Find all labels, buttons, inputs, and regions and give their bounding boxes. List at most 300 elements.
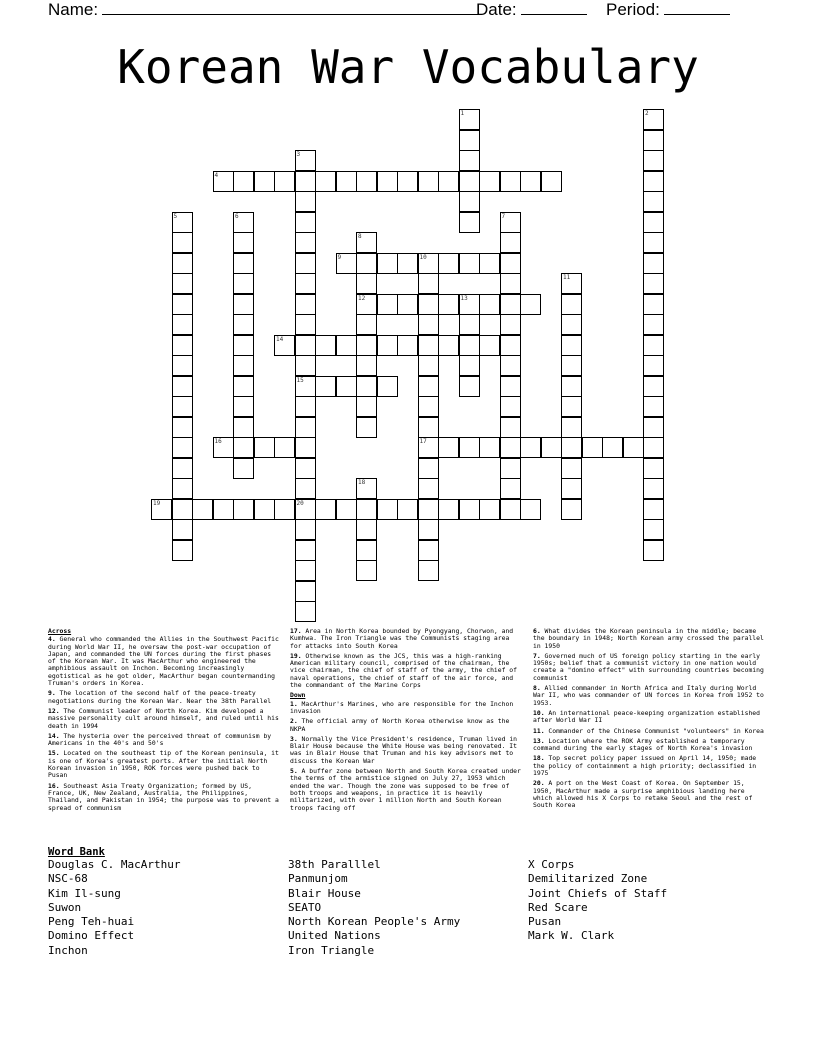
grid-cell[interactable] — [418, 294, 439, 315]
grid-cell[interactable] — [233, 458, 254, 479]
grid-cell[interactable] — [459, 130, 480, 151]
grid-cell[interactable] — [561, 273, 582, 294]
grid-cell[interactable] — [295, 150, 316, 171]
clue-number: 14 — [276, 335, 284, 343]
grid-cell[interactable] — [459, 499, 480, 520]
grid-cell[interactable] — [274, 171, 295, 192]
grid-cell[interactable] — [643, 355, 664, 376]
grid-cell[interactable] — [295, 540, 316, 561]
grid-cell[interactable] — [172, 355, 193, 376]
grid-cell[interactable] — [295, 314, 316, 335]
grid-cell[interactable] — [643, 458, 664, 479]
clue-item — [533, 628, 767, 650]
grid-cell[interactable] — [295, 560, 316, 581]
grid-cell[interactable] — [418, 396, 439, 417]
grid-cell[interactable] — [418, 540, 439, 561]
grid-cell[interactable] — [500, 396, 521, 417]
grid-cell[interactable] — [172, 519, 193, 540]
down-clue-list — [290, 701, 524, 812]
word-bank-item: Blair House — [288, 886, 361, 900]
grid-cell[interactable] — [643, 273, 664, 294]
grid-cell[interactable] — [418, 499, 439, 520]
clues-column-1 — [48, 628, 282, 815]
grid-cell[interactable] — [172, 314, 193, 335]
grid-cell[interactable] — [500, 294, 521, 315]
grid-cell[interactable] — [459, 253, 480, 274]
grid-cell[interactable] — [418, 355, 439, 376]
grid-cell[interactable] — [500, 478, 521, 499]
grid-cell[interactable] — [418, 519, 439, 540]
clue-item — [48, 708, 282, 730]
grid-cell[interactable] — [356, 335, 377, 356]
grid-cell[interactable] — [418, 335, 439, 356]
grid-cell[interactable] — [418, 171, 439, 192]
clue-number-label: 12. — [48, 706, 60, 715]
grid-cell[interactable] — [295, 519, 316, 540]
grid-cell[interactable] — [356, 540, 377, 561]
grid-cell[interactable] — [172, 232, 193, 253]
grid-cell[interactable] — [356, 232, 377, 253]
grid-cell[interactable] — [500, 437, 521, 458]
clue-number: 16 — [214, 438, 222, 445]
grid-cell[interactable] — [561, 478, 582, 499]
grid-cell[interactable] — [172, 396, 193, 417]
clue-number: 11 — [563, 274, 571, 281]
grid-cell[interactable] — [233, 171, 254, 192]
grid-cell[interactable] — [561, 355, 582, 376]
grid-cell[interactable] — [438, 335, 459, 356]
word-bank-item: Inchon — [48, 943, 88, 957]
grid-cell[interactable] — [397, 171, 418, 192]
across-heading: Across — [48, 627, 72, 635]
clue-number-label: 11. — [533, 726, 545, 735]
grid-cell[interactable] — [172, 437, 193, 458]
grid-cell[interactable] — [643, 437, 664, 458]
grid-cell[interactable] — [520, 437, 541, 458]
grid-cell[interactable] — [377, 294, 398, 315]
grid-cell[interactable] — [192, 499, 213, 520]
grid-cell[interactable] — [356, 273, 377, 294]
grid-cell[interactable] — [500, 253, 521, 274]
grid-cell[interactable] — [295, 355, 316, 376]
grid-cell[interactable] — [623, 437, 644, 458]
grid-cell[interactable] — [356, 519, 377, 540]
word-bank-item: Kim Il-sung — [48, 886, 121, 900]
grid-cell[interactable] — [418, 273, 439, 294]
grid-cell[interactable] — [356, 171, 377, 192]
word-bank-item: United Nations — [288, 929, 381, 943]
grid-cell[interactable] — [356, 478, 377, 499]
grid-cell[interactable] — [356, 355, 377, 376]
grid-cell[interactable] — [500, 499, 521, 520]
grid-cell[interactable] — [500, 273, 521, 294]
grid-cell[interactable] — [172, 212, 193, 233]
grid-cell[interactable] — [274, 335, 295, 356]
grid-cell[interactable] — [459, 109, 480, 130]
grid-cell[interactable] — [479, 294, 500, 315]
grid-cell[interactable] — [479, 253, 500, 274]
clue-text: Governed much of US foreign policy starting in the early 1950s; belief that a communist victory in one nation would create a "domino effect" with surrounding countries becoming communist — [533, 651, 764, 682]
grid-cell[interactable] — [561, 314, 582, 335]
grid-cell[interactable] — [233, 437, 254, 458]
grid-cell[interactable] — [172, 540, 193, 561]
grid-cell[interactable] — [602, 437, 623, 458]
grid-cell[interactable] — [233, 232, 254, 253]
grid-cell[interactable] — [459, 150, 480, 171]
grid-cell[interactable] — [459, 376, 480, 397]
grid-cell[interactable] — [643, 396, 664, 417]
grid-cell[interactable] — [479, 171, 500, 192]
clue-number: 13 — [460, 294, 468, 302]
word-bank-item: North Korean People's Army — [288, 915, 461, 929]
grid-cell[interactable] — [172, 294, 193, 315]
word-bank-item: Peng Teh-huai — [48, 915, 135, 929]
grid-cell[interactable] — [233, 355, 254, 376]
clue-text: Top secret policy paper issued on April 14, 1950; made the policy of containment a high priority; declassified in 1975 — [533, 754, 757, 778]
grid-cell[interactable] — [561, 499, 582, 520]
grid-cell[interactable] — [336, 376, 357, 397]
clue-text: What divides the Korean peninsula in the middle; became the boundary in 1948; North Korean army crossed the parallel in 1950 — [533, 627, 764, 650]
grid-cell[interactable] — [459, 437, 480, 458]
grid-cell[interactable] — [643, 519, 664, 540]
grid-cell[interactable] — [254, 499, 275, 520]
grid-cell[interactable] — [233, 376, 254, 397]
page-title: Korean War Vocabulary — [117, 40, 699, 94]
grid-cell[interactable] — [500, 376, 521, 397]
grid-cell[interactable] — [418, 560, 439, 581]
grid-cell[interactable] — [151, 499, 172, 520]
grid-cell[interactable] — [500, 314, 521, 335]
grid-cell[interactable] — [438, 171, 459, 192]
grid-cell[interactable] — [356, 314, 377, 335]
grid-cell[interactable] — [336, 335, 357, 356]
grid-cell[interactable] — [213, 437, 234, 458]
grid-cell[interactable] — [643, 478, 664, 499]
grid-cell[interactable] — [418, 458, 439, 479]
grid-cell[interactable] — [643, 232, 664, 253]
grid-cell[interactable] — [172, 458, 193, 479]
grid-cell[interactable] — [295, 458, 316, 479]
grid-cell[interactable] — [418, 417, 439, 438]
clue-number: 3 — [296, 151, 301, 158]
grid-cell[interactable] — [356, 499, 377, 520]
grid-cell[interactable] — [418, 376, 439, 397]
grid-cell[interactable] — [418, 478, 439, 499]
grid-cell[interactable] — [643, 109, 664, 130]
grid-cell[interactable] — [233, 273, 254, 294]
grid-cell[interactable] — [479, 437, 500, 458]
clue-item — [48, 690, 282, 705]
grid-cell[interactable] — [643, 540, 664, 561]
grid-cell[interactable] — [336, 253, 357, 274]
grid-cell[interactable] — [418, 253, 439, 274]
clue-number: 18 — [358, 479, 366, 486]
word-bank-column-2 — [288, 858, 460, 958]
grid-cell[interactable] — [213, 171, 234, 192]
grid-cell[interactable] — [459, 191, 480, 212]
grid-cell[interactable] — [356, 294, 377, 315]
grid-cell[interactable] — [336, 171, 357, 192]
grid-cell[interactable] — [295, 437, 316, 458]
grid-cell[interactable] — [643, 294, 664, 315]
grid-cell[interactable] — [500, 355, 521, 376]
clue-item — [290, 768, 524, 812]
grid-cell[interactable] — [459, 335, 480, 356]
grid-cell[interactable] — [643, 191, 664, 212]
grid-cell[interactable] — [643, 212, 664, 233]
grid-cell[interactable] — [377, 335, 398, 356]
grid-cell[interactable] — [582, 437, 603, 458]
clue-number-label: 3. — [290, 734, 298, 743]
clues-column-2 — [290, 628, 524, 815]
clue-number: 9 — [337, 253, 342, 261]
grid-cell[interactable] — [643, 171, 664, 192]
grid-cell[interactable] — [233, 212, 254, 233]
word-bank-column-3 — [528, 858, 667, 944]
clue-item — [533, 710, 767, 725]
grid-cell[interactable] — [295, 499, 316, 520]
grid-cell[interactable] — [377, 253, 398, 274]
clue-text: Otherwise known as the JCS, this was a high-ranking American military council, comprised of the chairman, the vice chairman, the chief of staff of the army, the chief of naval operations, the chief of staff of the air force, and the commandant of the Marine Corps — [290, 651, 518, 690]
grid-cell[interactable] — [233, 253, 254, 274]
grid-cell[interactable] — [643, 150, 664, 171]
grid-cell[interactable] — [438, 294, 459, 315]
grid-cell[interactable] — [459, 314, 480, 335]
word-bank-item: Iron Triangle — [288, 943, 375, 957]
grid-cell[interactable] — [561, 396, 582, 417]
grid-cell[interactable] — [500, 171, 521, 192]
grid-cell[interactable] — [561, 294, 582, 315]
clue-number-label: 4. — [48, 635, 56, 644]
grid-cell[interactable] — [500, 212, 521, 233]
clue-number: 2 — [645, 110, 649, 117]
word-bank-item: Suwon — [48, 900, 82, 914]
grid-cell[interactable] — [377, 376, 398, 397]
down-heading: Down — [290, 691, 306, 700]
grid-cell[interactable] — [233, 314, 254, 335]
grid-cell[interactable] — [295, 294, 316, 315]
grid-cell[interactable] — [295, 253, 316, 274]
across-clue-list — [48, 636, 282, 812]
grid-cell[interactable] — [172, 335, 193, 356]
clue-text: Allied commander in North Africa and Italy during World War II, who was commander of UN forces in Korea from 1952 to 1953. — [533, 684, 764, 707]
grid-cell[interactable] — [172, 417, 193, 438]
word-bank-item: X Corps — [528, 858, 575, 871]
clue-item — [290, 653, 524, 689]
clue-text: General who commanded the Allies in the Southwest Pacific during World War II, he oversaw the post-war occupation of Japan, and commanded the UN forces during the first phases of the Korean War. It was MacArthur who engineered the amphibious assault on Inchon. Becoming increasingly egotistical as he got older, MacArthur began countermanding Truman's orders in Korea. — [48, 635, 279, 688]
clue-number-label: 1. — [290, 699, 298, 708]
period-label: Period: — [606, 0, 660, 19]
grid-cell[interactable] — [356, 417, 377, 438]
clue-number: 5 — [173, 212, 178, 220]
grid-cell[interactable] — [643, 314, 664, 335]
grid-cell[interactable] — [520, 294, 541, 315]
grid-cell[interactable] — [643, 130, 664, 151]
grid-cell[interactable] — [295, 376, 316, 397]
grid-cell[interactable] — [500, 232, 521, 253]
across-clue-list-continued — [290, 628, 524, 689]
grid-cell[interactable] — [233, 417, 254, 438]
grid-cell[interactable] — [438, 253, 459, 274]
clue-number-label: 7. — [533, 651, 541, 660]
grid-cell[interactable] — [520, 499, 541, 520]
clue-text: Southeast Asia Treaty Organization; formed by US, France, UK, New Zealand, Australia, the Philippines, Thailand, and Pakistan in 1954; the purpose was to prevent a spread of communism — [48, 781, 279, 812]
clue-item — [48, 636, 282, 687]
clue-number-label: 17. — [290, 627, 302, 635]
word-bank-column-1 — [48, 858, 180, 958]
clue-text: The official army of North Korea otherwise know as the NKPA — [290, 717, 510, 733]
grid-cell[interactable] — [438, 437, 459, 458]
word-bank-item: Red Scare — [528, 900, 588, 914]
grid-cell[interactable] — [233, 335, 254, 356]
grid-cell[interactable] — [295, 212, 316, 233]
clue-number: 7 — [501, 212, 506, 220]
clue-text: A buffer zone between North and South Korea created under the terms of the armistice signed on July 27, 1953 which ended the war. Though the zone was supposed to be free of both troops and weapons, in practice it is heavily militarized, with over 1 million North and South Korean troops facing off — [290, 767, 521, 812]
word-bank-heading: Word Bank — [48, 846, 105, 858]
clue-number-label: 10. — [533, 708, 545, 717]
clue-item — [290, 718, 524, 733]
clue-number: 6 — [235, 212, 239, 220]
clue-number-label: 20. — [533, 779, 545, 788]
grid-cell[interactable] — [172, 273, 193, 294]
clue-number: 17 — [419, 438, 427, 445]
clue-item — [48, 733, 282, 748]
grid-cell[interactable] — [643, 417, 664, 438]
clue-item — [290, 736, 524, 765]
grid-cell[interactable] — [295, 171, 316, 192]
clue-text: The location of the second half of the peace-treaty negotiations during the Korean War. Near the 38th Parallel — [48, 689, 272, 705]
grid-cell[interactable] — [643, 376, 664, 397]
grid-cell[interactable] — [541, 171, 562, 192]
date-label: Date: — [476, 0, 517, 19]
grid-cell[interactable] — [315, 376, 336, 397]
clue-number-label: 18. — [533, 754, 545, 763]
word-bank-item: NSC-68 — [48, 872, 88, 886]
grid-cell[interactable] — [315, 171, 336, 192]
grid-cell[interactable] — [172, 478, 193, 499]
clue-number: 8 — [358, 233, 362, 240]
grid-cell[interactable] — [295, 601, 316, 622]
grid-cell[interactable] — [233, 499, 254, 520]
grid-cell[interactable] — [397, 335, 418, 356]
grid-cell[interactable] — [561, 417, 582, 438]
down-clue-list-continued — [533, 628, 767, 810]
clue-item — [290, 701, 524, 716]
grid-cell[interactable] — [500, 335, 521, 356]
grid-cell[interactable] — [643, 253, 664, 274]
grid-cell[interactable] — [274, 499, 295, 520]
grid-cell[interactable] — [233, 294, 254, 315]
clue-text: MacArthur's Marines, who are responsible for the Inchon invasion — [290, 699, 514, 715]
clue-item — [533, 685, 767, 707]
clue-text: The Communist leader of North Korea. Kim developed a massive personality cult around himself, and ruled until his death in 1994 — [48, 706, 279, 730]
grid-cell[interactable] — [418, 314, 439, 335]
grid-cell[interactable] — [479, 335, 500, 356]
grid-cell[interactable] — [295, 417, 316, 438]
clue-number-label: 16. — [48, 781, 60, 790]
grid-cell[interactable] — [397, 294, 418, 315]
grid-cell[interactable] — [336, 499, 357, 520]
clue-number: 19 — [153, 499, 161, 507]
grid-cell[interactable] — [643, 335, 664, 356]
clue-text: A port on the West Coast of Korea. On September 15, 1950, MacArthur made a surprise amphibious landing here which allowed his X Corps to retake Seoul and the rest of South Korea — [533, 779, 753, 810]
word-bank-item: Joint Chiefs of Staff — [528, 886, 668, 900]
grid-cell[interactable] — [438, 499, 459, 520]
grid-cell[interactable] — [459, 171, 480, 192]
word-bank-item: Mark W. Clark — [528, 929, 615, 943]
grid-cell[interactable] — [213, 499, 234, 520]
grid-cell[interactable] — [459, 294, 480, 315]
grid-cell[interactable] — [520, 171, 541, 192]
clue-item — [48, 750, 282, 779]
word-bank-item: Pusan — [528, 915, 562, 929]
grid-cell[interactable] — [397, 253, 418, 274]
grid-cell[interactable] — [541, 437, 562, 458]
clue-text: The hysteria over the perceived threat of communism by Americans in the 40's and 50's — [48, 731, 272, 748]
grid-cell[interactable] — [643, 499, 664, 520]
clue-item — [533, 738, 767, 753]
grid-cell[interactable] — [377, 171, 398, 192]
grid-cell[interactable] — [295, 581, 316, 602]
grid-cell[interactable] — [172, 253, 193, 274]
word-bank-item: Domino Effect — [48, 929, 135, 943]
grid-cell[interactable] — [295, 335, 316, 356]
grid-cell[interactable] — [254, 171, 275, 192]
clue-item — [48, 783, 282, 812]
grid-cell[interactable] — [274, 437, 295, 458]
clue-number: 10 — [419, 253, 427, 261]
grid-cell[interactable] — [295, 396, 316, 417]
clue-number-label: 8. — [533, 684, 541, 693]
grid-cell[interactable] — [233, 396, 254, 417]
grid-cell[interactable] — [356, 396, 377, 417]
clue-number-label: 2. — [290, 717, 298, 726]
clue-text: Located on the southeast tip of the Korean peninsula, it is one of Korea's greatest ports. After the initial North Korean invasion in 1950, ROK forces were pushed back to Pusan — [48, 749, 279, 780]
grid-cell[interactable] — [377, 499, 398, 520]
grid-cell[interactable] — [418, 437, 439, 458]
grid-cell[interactable] — [561, 458, 582, 479]
clue-number: 4 — [214, 171, 219, 179]
grid-cell[interactable] — [561, 376, 582, 397]
grid-cell[interactable] — [295, 478, 316, 499]
grid-cell[interactable] — [500, 417, 521, 438]
clue-number-label: 14. — [48, 731, 60, 740]
grid-cell[interactable] — [254, 437, 275, 458]
grid-cell[interactable] — [172, 376, 193, 397]
grid-cell[interactable] — [479, 499, 500, 520]
clue-text: An international peace-keeping organization established after World War II — [533, 708, 761, 725]
grid-cell[interactable] — [356, 560, 377, 581]
grid-cell[interactable] — [315, 335, 336, 356]
grid-cell[interactable] — [459, 212, 480, 233]
grid-cell[interactable] — [561, 437, 582, 458]
grid-cell[interactable] — [315, 499, 336, 520]
grid-cell[interactable] — [172, 499, 193, 520]
grid-cell[interactable] — [295, 273, 316, 294]
grid-cell[interactable] — [356, 376, 377, 397]
clue-text: Commander of the Chinese Communist "volunteers" in Korea — [544, 726, 764, 735]
grid-cell[interactable] — [397, 499, 418, 520]
clue-number-label: 6. — [533, 627, 541, 635]
grid-cell[interactable] — [356, 253, 377, 274]
grid-cell[interactable] — [500, 458, 521, 479]
clue-number: 15 — [296, 376, 304, 384]
grid-cell[interactable] — [295, 191, 316, 212]
grid-cell[interactable] — [295, 232, 316, 253]
clue-number: 1 — [460, 110, 465, 117]
grid-cell[interactable] — [561, 335, 582, 356]
grid-cell[interactable] — [459, 355, 480, 376]
